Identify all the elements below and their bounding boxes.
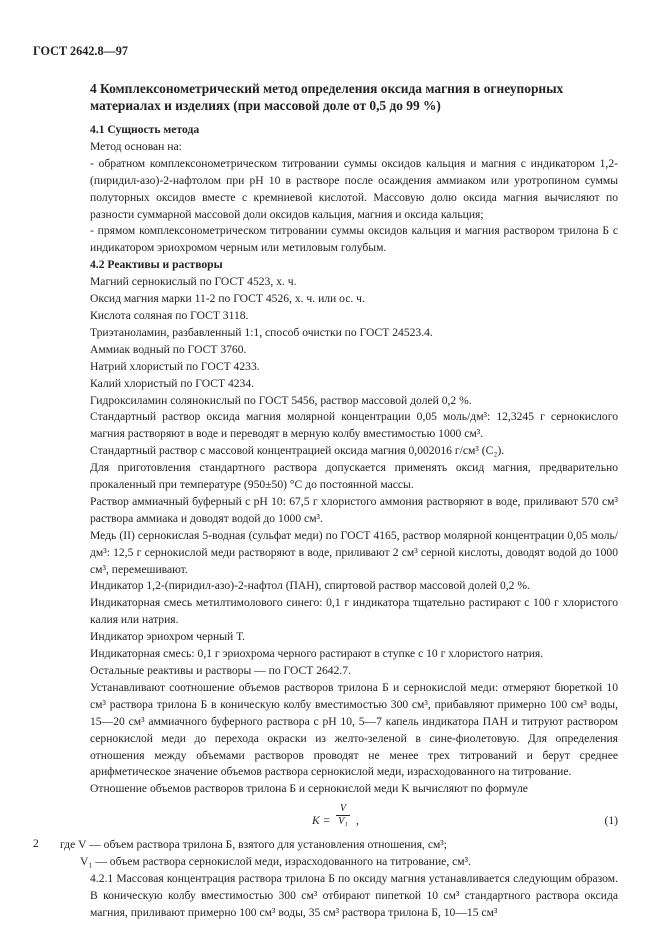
reagent-item: Калий хлористый по ГОСТ 4234. (90, 376, 255, 390)
paragraph: Устанавливают соотношение объемов растворов трилона Б и сернокислой меди: отмеряют бюреткой 10 см³ раствора трилона Б в коническую колбу вместимостью 300 см³, прибавляют примерно 100 см³ воды, 15—20 см³ аммиачного буферного раствора с pH 10, 5—7 капель индикатора ПАН и титруют раствором сернокислой меди до перехода окраски из желто-зеленой в сине-фиолетовую. Для определения отношения между объемами растворов проводят не менее трех титрований и берут среднее арифметическое значение объемов раствора сернокислой меди, израсходованного на титрование. (90, 680, 618, 779)
reagent-item: Индикатор 1,2-(пиридил-азо)-2-нафтол (ПАН), спиртовой раствор массовой долей 0,2 %. (90, 579, 530, 593)
paragraph: 4.2.1 Массовая концентрация раствора трилона Б по оксиду магния устанавливается следующим образом. В коническую колбу вместимостью 300 см³ отбирают пипеткой 10 см³ стандартного раствора оксида магния, приливают примерно 100 см³ воды, 35 см³ раствора трилона Б, 10—15 см³ (90, 872, 618, 919)
legend-item: где V — объем раствора трилона Б, взятого для установления отношения, см³; (60, 838, 448, 852)
subsection-heading-4-1: 4.1 Сущность метода (90, 123, 200, 136)
page-number: 2 (33, 837, 39, 850)
reagent-item: Раствор аммиачный буферный с pH 10: 67,5 г хлористого аммония растворяют в воде, приливают 570 см³ раствора аммиака и доводят водой до 1000 см³. (90, 494, 618, 525)
reagent-item: Стандартный раствор оксида магния молярной концентрации 0,05 моль/дм³: 12,3245 г сернокислого магния растворяют в воде и переводят в мерную колбу вместимостью 1000 см³. (90, 410, 618, 441)
document-body (60, 122, 618, 922)
reagent-item: Индикаторная смесь: 0,1 г эриохрома черного растирают в ступке с 10 г хлористого натрия. (90, 647, 544, 661)
reagent-item: Индикатор эриохром черный Т. (90, 630, 245, 644)
reagent-item: Аммиак водный по ГОСТ 3760. (90, 342, 247, 356)
formula-1 (90, 803, 618, 837)
formula-tail: , (356, 814, 359, 828)
reagent-item: Медь (II) сернокислая 5-водная (сульфат меди) по ГОСТ 4165, раствор молярной концентрации 0,05 моль/дм³: 12,5 г сернокислой меди растворяют в воде, приливают 2 см³ серной кислоты, доводят водой до 1000 см³, перемешивают. (90, 528, 618, 576)
reagent-item: Кислота соляная по ГОСТ 3118. (90, 308, 249, 322)
paragraph: Метод основан на: (90, 139, 182, 153)
paragraph: Отношение объемов растворов трилона Б и сернокислой меди K вычисляют по формуле (90, 782, 528, 796)
formula-number: (1) (604, 814, 618, 828)
section-title: 4 Комплексонометрический метод определения оксида магния в огнеупорных материалах и изделиях (при массовой доле от 0,5 до 99 %) (90, 81, 564, 113)
reagent-item: Магний сернокислый по ГОСТ 4523, х. ч. (90, 275, 297, 289)
formula-fraction (336, 803, 350, 828)
reagent-item: Натрий хлористый по ГОСТ 4233. (90, 359, 260, 373)
reagent-item: Стандартный раствор с массовой концентрацией оксида магния 0,002016 г/см³ (C₂). (90, 444, 505, 458)
formula-numerator: V (339, 803, 347, 815)
reagent-item: Оксид магния марки 11-2 по ГОСТ 4526, х. ч. или ос. ч. (90, 292, 365, 306)
subsection-heading-4-2: 4.2 Реактивы и растворы (90, 258, 223, 272)
paragraph: - прямом комплексонометрическом титровании суммы оксидов кальция и магния раствором трилона Б с индикатором эриохромом черным или метиловым голубым. (90, 224, 618, 255)
paragraph: Для приготовления стандартного раствора допускается применять оксид магния, предварительно прокаленный при температуре (950±50) °С до постоянной массы. (90, 461, 618, 492)
formula-lhs: K = (312, 814, 331, 828)
paragraph: Остальные реактивы и растворы — по ГОСТ 2642.7. (90, 664, 351, 677)
reagent-item: Триэтаноламин, разбавленный 1:1, способ очистки по ГОСТ 24523.4. (90, 325, 433, 339)
formula-denominator: V₁ (338, 816, 348, 828)
reagent-item: Индикаторная смесь метилтимолового синего: 0,1 г индикатора тщательно растирают с 100 г хлористого калия или натрия. (90, 596, 618, 627)
standard-code-header: ГОСТ 2642.8—97 (33, 44, 128, 58)
legend-item: V₁ — объем раствора сернокислой меди, израсходованного на титрование, см³. (80, 855, 471, 869)
formula-legend (60, 837, 618, 871)
paragraph: - обратном комплексонометрическом титровании суммы оксидов кальция и магния с индикатором 1,2-(пиридил-азо)-2-нафтолом при pH 10 в растворе после осаждения аммиаком или уротропином суммы полуторных оксидов вместе с кремниевой кислотой. Массовую долю оксида магния вычисляют по разности суммарной массовой доли оксидов кальция, магния и оксида кальция; (90, 156, 618, 221)
reagent-item: Гидроксиламин солянокислый по ГОСТ 5456, раствор массовой долей 0,2 %. (90, 393, 472, 407)
